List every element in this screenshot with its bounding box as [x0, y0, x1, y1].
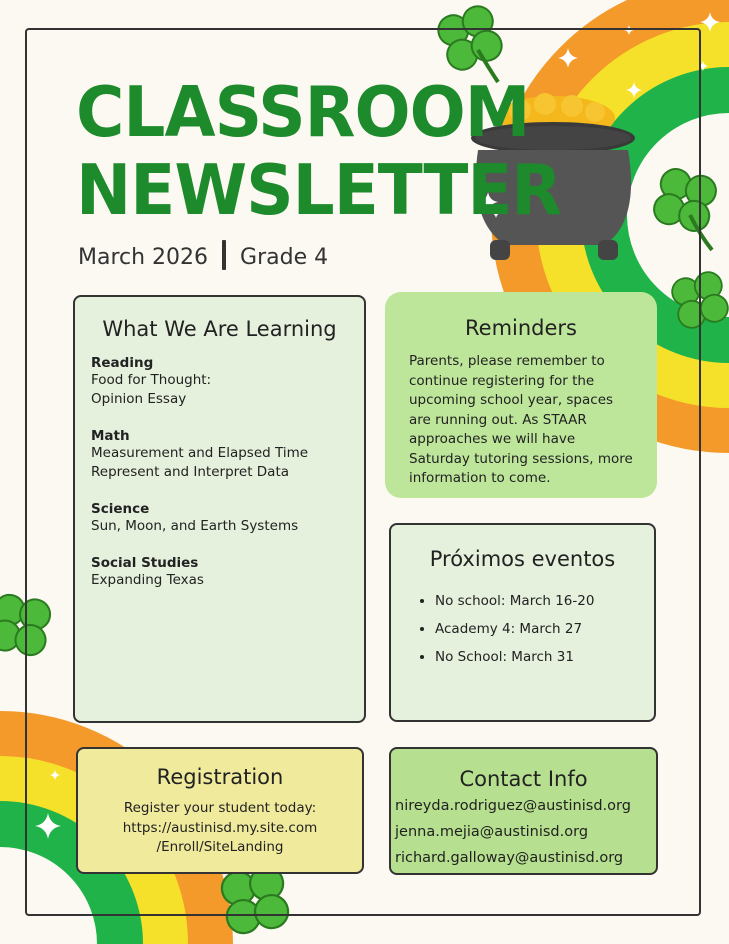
subject-lines [91, 571, 348, 590]
contact-email[interactable]: nireyda.rodriguez@austinisd.org [395, 798, 631, 814]
subject-line: Opinion Essay [91, 391, 187, 407]
title-line-2: NEWSLETTER [76, 150, 562, 231]
title-line-1: CLASSROOM [76, 72, 530, 153]
subject-line: Food for Thought: [91, 372, 212, 388]
subject-lines [91, 371, 348, 409]
subject-line: Represent and Interpret Data [91, 464, 290, 480]
events-heading: Próximos eventos [429, 547, 616, 571]
subject-line: Measurement and Elapsed Time [91, 445, 309, 461]
events-list [411, 587, 634, 671]
reminders-text: Parents, please remember to continue registering for the upcoming school year, spaces are running out. As STAAR approaches we will have Saturday tutoring sessions, more information to come. [409, 353, 633, 486]
subtitle-grade: Grade 4 [240, 245, 329, 270]
subtitle-divider [222, 240, 226, 270]
event-item: • Academy 4: March 27 [435, 615, 634, 643]
contact-email[interactable]: jenna.mejia@austinisd.org [395, 824, 589, 840]
subtitle [78, 243, 328, 273]
subject-line: Expanding Texas [91, 572, 204, 588]
registration-card [76, 747, 364, 874]
subject-name: Math [91, 428, 130, 444]
event-item: • No school: March 16-20 [435, 587, 634, 615]
subject-line: Sun, Moon, and Earth Systems [91, 518, 299, 534]
reminders-heading: Reminders [465, 316, 577, 340]
registration-heading: Registration [156, 765, 284, 789]
registration-line-1: Register your student today: [123, 800, 317, 816]
subject-name: Reading [91, 355, 154, 371]
subject-name: Social Studies [91, 555, 199, 571]
registration-link-path[interactable]: /Enroll/SiteLanding [156, 839, 284, 855]
contact-email[interactable]: richard.galloway@austinisd.org [395, 850, 624, 866]
event-item: • No School: March 31 [435, 643, 634, 671]
events-card [389, 523, 656, 722]
subject-lines [91, 517, 348, 536]
contact-card [389, 747, 658, 875]
registration-link[interactable]: https://austinisd.my.site.com [122, 819, 318, 836]
contact-heading: Contact Info [459, 767, 588, 791]
reminders-card [385, 292, 657, 498]
learning-card [73, 295, 366, 723]
subject-lines [91, 444, 348, 482]
subtitle-month: March 2026 [78, 245, 209, 270]
subject-name: Science [91, 501, 150, 517]
learning-heading: What We Are Learning [102, 317, 337, 341]
